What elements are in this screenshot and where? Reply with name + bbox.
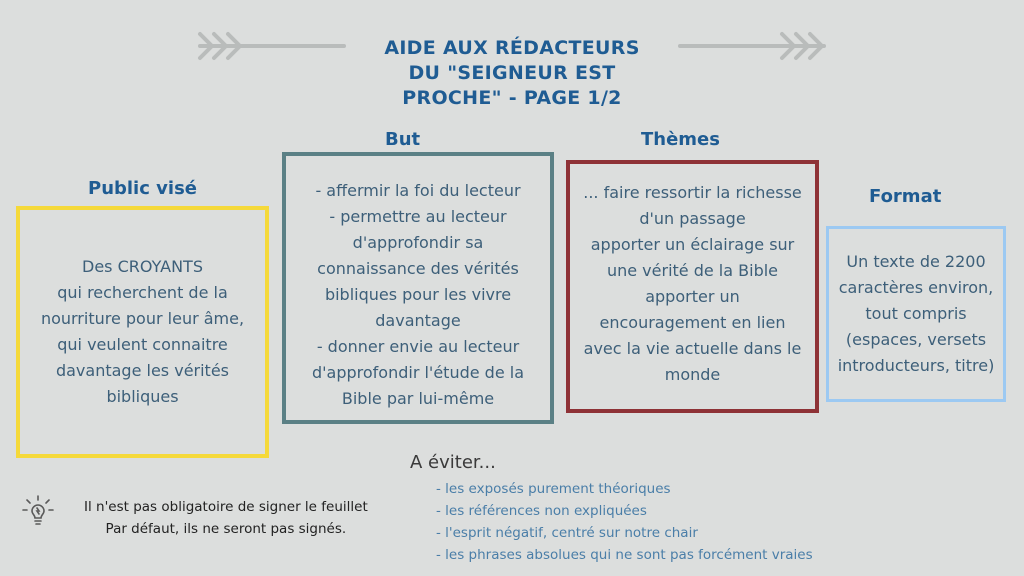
but-line: bibliques pour les vivre (324, 285, 512, 304)
themes-line: ... faire ressortir la richesse (583, 183, 802, 202)
page-title-line-3: PROCHE" - PAGE 1/2 (402, 87, 622, 109)
but-heading: But (385, 129, 421, 150)
but-line: - donner envie au lecteur (316, 337, 520, 356)
themes-heading: Thèmes (641, 129, 720, 150)
avoid-list (436, 478, 813, 566)
themes-line: monde (664, 365, 721, 384)
page-title-line-1: AIDE AUX RÉDACTEURS (384, 37, 640, 59)
page-title (352, 36, 672, 111)
arrow-right-icon (676, 30, 828, 62)
but-line: connaissance des vérités (317, 259, 519, 278)
but-line: Bible par lui-même (341, 389, 495, 408)
signature-note (84, 496, 368, 540)
but-line: d'approfondir sa (352, 233, 484, 252)
themes-line: encouragement en lien (599, 313, 786, 332)
themes-line: avec la vie actuelle dans le (583, 339, 802, 358)
note-line-2: Par défaut, ils ne seront pas signés. (105, 521, 347, 537)
list-item: - l'esprit négatif, centré sur notre chair (436, 525, 698, 541)
themes-box (566, 160, 819, 413)
but-line: d'approfondir l'étude de la (311, 363, 525, 382)
lightbulb-icon (20, 494, 56, 530)
public-box (16, 206, 269, 458)
public-line: bibliques (106, 387, 179, 406)
format-line: Un texte de 2200 (846, 252, 986, 271)
format-line: tout compris (865, 304, 967, 323)
themes-line: apporter un éclairage sur (590, 235, 795, 254)
list-item: - les exposés purement théoriques (436, 481, 671, 497)
format-line: introducteurs, titre) (837, 356, 995, 375)
format-line: (espaces, versets (845, 330, 987, 349)
list-item: - les références non expliquées (436, 503, 647, 519)
but-line: - affermir la foi du lecteur (315, 181, 521, 200)
public-line: Des CROYANTS (82, 257, 203, 276)
note-line-1: Il n'est pas obligatoire de signer le feuillet (84, 499, 368, 515)
format-heading: Format (869, 186, 942, 207)
arrow-left-icon (196, 30, 348, 62)
but-line: - permettre au lecteur (329, 207, 507, 226)
but-box (282, 152, 554, 424)
format-box (826, 226, 1006, 402)
public-line: nourriture pour leur âme, (40, 309, 245, 328)
public-line: qui veulent connaitre (57, 335, 228, 354)
public-heading: Public visé (88, 178, 197, 199)
themes-line: apporter un (645, 287, 740, 306)
themes-line: une vérité de la Bible (606, 261, 779, 280)
public-line: qui recherchent de la (57, 283, 228, 302)
but-line: davantage (375, 311, 461, 330)
themes-line: d'un passage (639, 209, 746, 228)
page-title-line-2: DU "SEIGNEUR EST (408, 62, 616, 84)
avoid-title: A éviter... (410, 452, 496, 473)
format-line: caractères environ, (838, 278, 994, 297)
list-item: - les phrases absolues qui ne sont pas forcément vraies (436, 547, 813, 563)
public-line: davantage les vérités (55, 361, 230, 380)
